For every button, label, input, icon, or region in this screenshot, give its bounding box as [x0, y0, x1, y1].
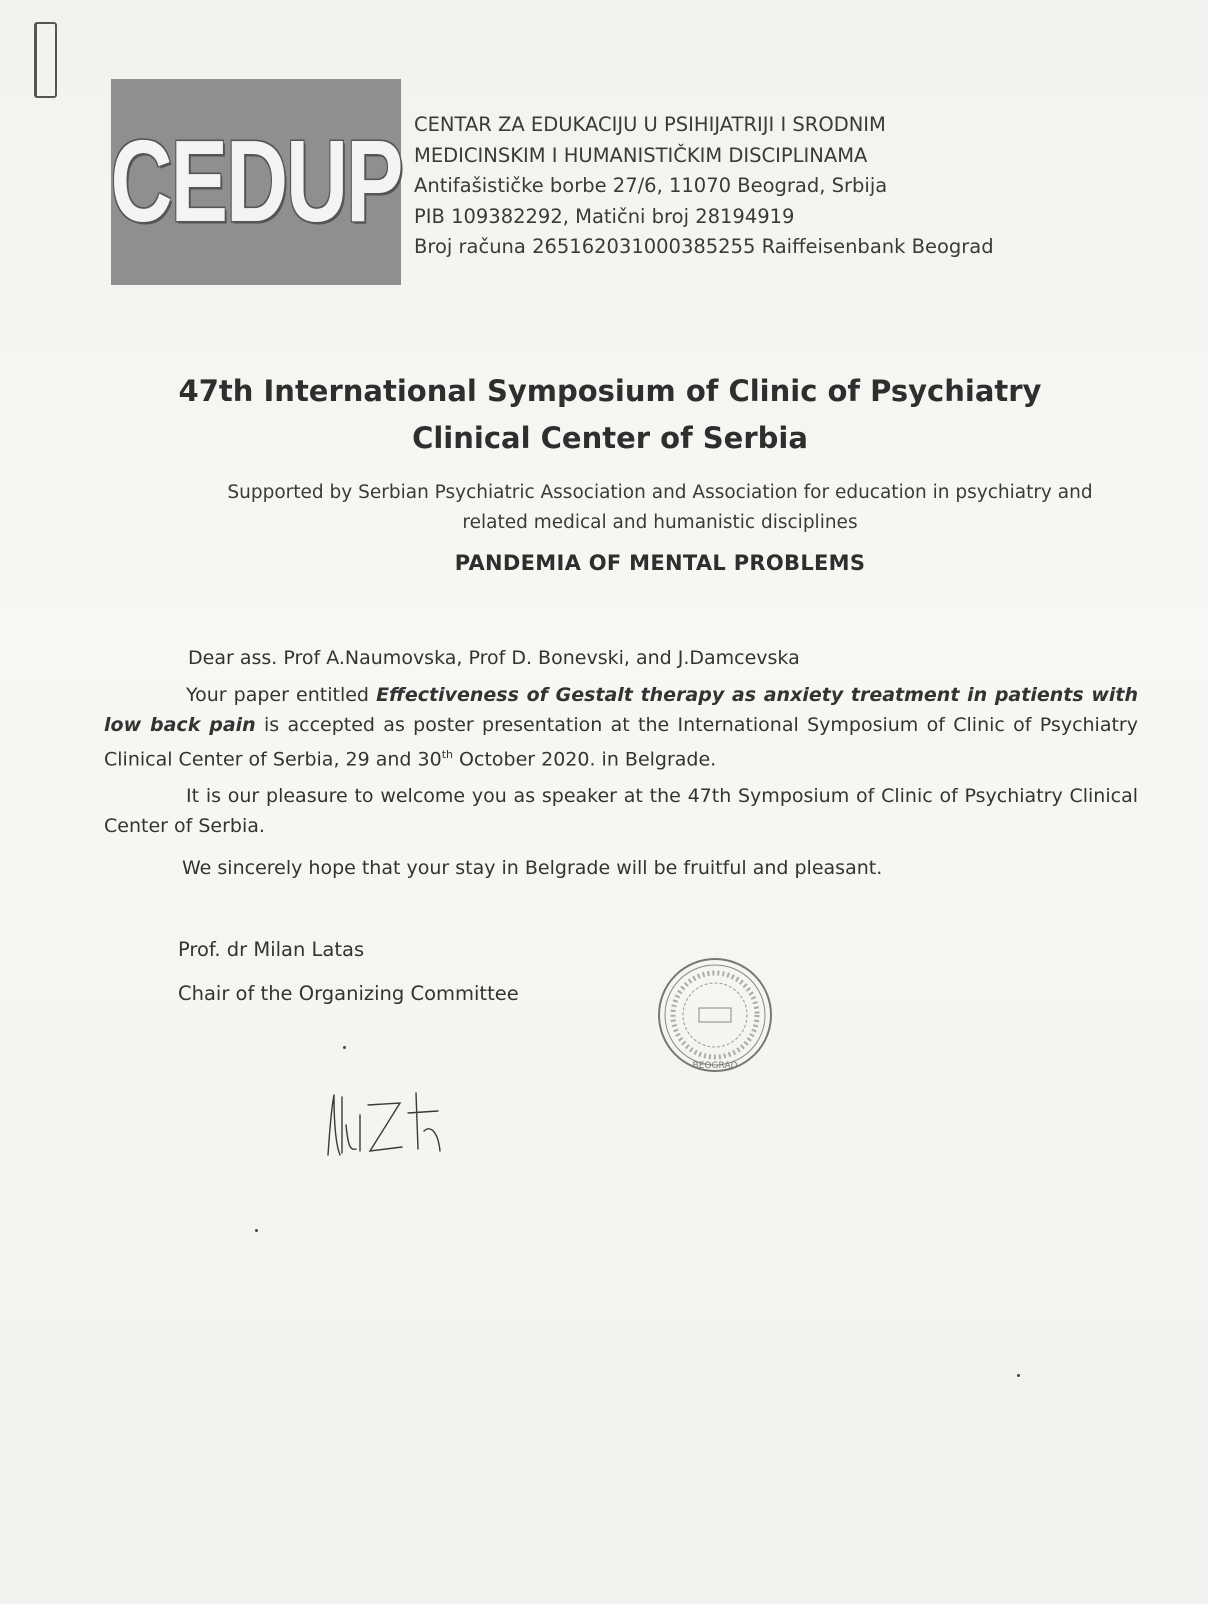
- org-name-line2: MEDICINSKIM I HUMANISTIČKIM DISCIPLINAMA: [414, 143, 868, 167]
- p2-text: It is our pleasure to welcome you as speaker at the 47th Symposium of Clinic of Psychiatry Clinical Center of Serbia.: [104, 785, 1138, 837]
- org-bank-account: Broj računa 265162031000385255 Raiffeisenbank Beograd: [414, 235, 994, 258]
- symposium-subtitle: Clinical Center of Serbia: [412, 421, 808, 455]
- org-address: Antifašističke borbe 27/6, 11070 Beograd, Srbija: [414, 174, 888, 197]
- organization-letterhead: [414, 110, 994, 263]
- paper-speck: [343, 1046, 346, 1049]
- stamp-text: BEOGRAD: [692, 1061, 738, 1071]
- org-name-line1: CENTAR ZA EDUKACIJU U PSIHIJATRIJI I SRODNIM: [414, 113, 886, 136]
- p1-mid: is accepted as poster presentation at the International Symposium of Clinic of Psychiatry Clinical Center of Serbia, 29 and 30: [104, 714, 1138, 771]
- closing-paragraph: We sincerely hope that your stay in Belgrade will be fruitful and pleasant.: [182, 857, 883, 879]
- support-statement: Supported by Serbian Psychiatric Association and Association for education in psychiatry and related medical and humanistic disciplines: [227, 482, 1093, 533]
- paper-speck: [255, 1229, 258, 1232]
- paper-title: Effectiveness of Gestalt therapy as anxiety treatment in patients with low back pain: [104, 684, 1138, 736]
- salutation: Dear ass. Prof A.Naumovska, Prof D. Bonevski, and J.Damcevska: [188, 647, 800, 669]
- org-ids: PIB 109382292, Matični broj 28194919: [414, 204, 795, 228]
- logo-text: CEDUP: [110, 116, 402, 247]
- symposium-theme: PANDEMIA OF MENTAL PROBLEMS: [454, 551, 866, 575]
- p1-sup: th: [441, 748, 453, 761]
- p1-intro: Your paper entitled: [186, 684, 377, 706]
- welcome-paragraph: [104, 781, 1138, 841]
- handwritten-signature: [320, 1085, 470, 1165]
- acceptance-paragraph: [104, 680, 1138, 774]
- staple: [34, 22, 57, 98]
- signer-role: Chair of the Organizing Committee: [178, 982, 519, 1005]
- official-stamp: [655, 956, 775, 1074]
- paper-speck: [1017, 1374, 1020, 1377]
- signer-name: Prof. dr Milan Latas: [178, 938, 365, 961]
- p1-end: October 2020. in Belgrade.: [453, 748, 717, 771]
- symposium-title: 47th International Symposium of Clinic of Psychiatry: [178, 374, 1042, 408]
- cedup-logo: [111, 79, 401, 285]
